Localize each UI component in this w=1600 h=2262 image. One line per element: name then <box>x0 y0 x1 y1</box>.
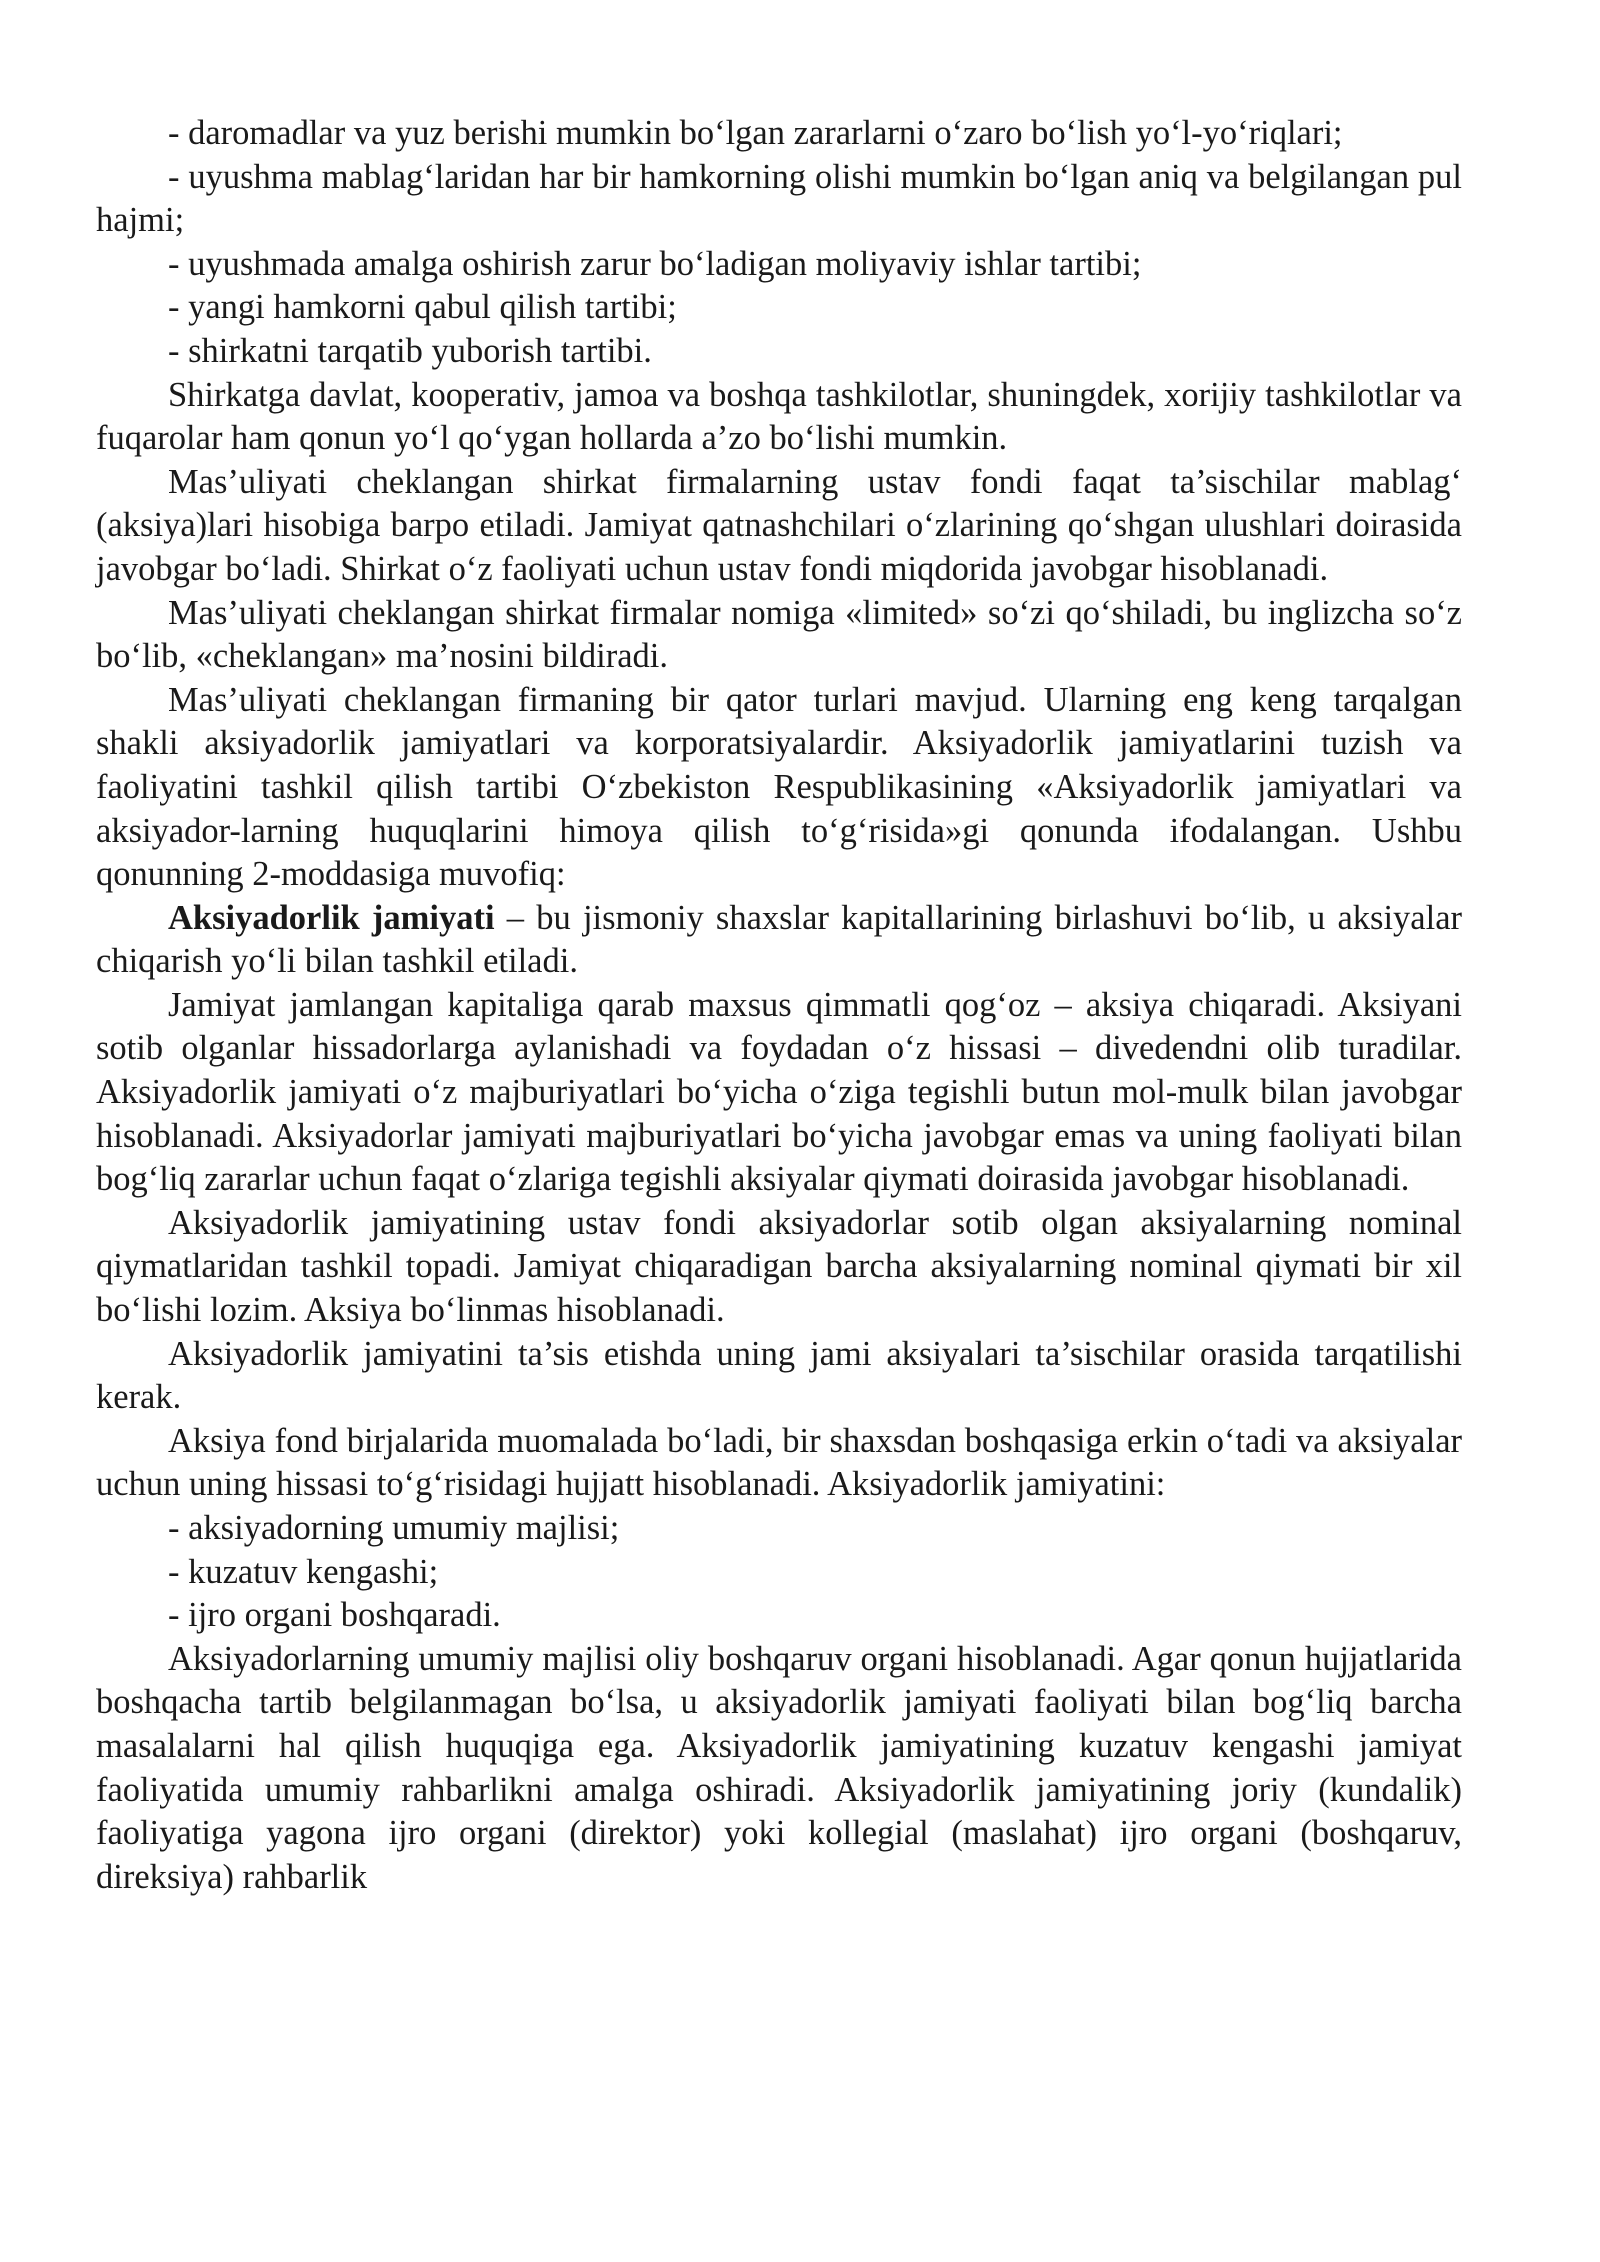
paragraph: Shirkatga davlat, kooperativ, jamoa va boshqa tashkilotlar, shuningdek, xorijiy tashkilotlar va fuqarolar ham qonun yo‘l qo‘ygan hollarda a’zo bo‘lishi mumkin. <box>96 375 1462 458</box>
paragraph: - ijro organi boshqaradi. <box>168 1596 501 1635</box>
paragraph: Aksiyadorlarning umumiy majlisi oliy boshqaruv organi hisoblanadi. Agar qonun hujjatlarida boshqacha tartib belgilanmagan bo‘lsa, u aksiyadorlik jamiyati faoliyati bilan bog‘liq barcha masalalarni hal qilish huquqiga ega. Aksiyadorlik jamiyatining kuzatuv kengashi jamiyat faoliyatida umumiy rahbarlikni amalga oshiradi. Aksiyadorlik jamiyatining joriy (kundalik) faoliyatiga yagona ijro organi (direktor) yoki kollegial (maslahat) ijro organi (boshqaruv, direksiya) rahbarlik <box>96 1639 1462 1896</box>
paragraph: - uyushmada amalga oshirish zarur bo‘ladigan moliyaviy ishlar tartibi; <box>168 244 1142 283</box>
document-page <box>96 112 1462 1899</box>
paragraph: Mas’uliyati cheklangan firmaning bir qator turlari mavjud. Ularning eng keng tarqalgan shakli aksiyadorlik jamiyatlari va korporatsiyalardir. Aksiyadorlik jamiyatlarini tuzish va faoliyatini tashkil qilish tartibi O‘zbekiston Respublikasining «Aksiyadorlik jamiyatlari va aksiyador-larning huquqlarini himoya qilish to‘g‘risida»gi qonunda ifodalangan. Ushbu qonunning 2-moddasiga muvofiq: <box>96 680 1462 894</box>
paragraph: - uyushma mablag‘laridan har bir hamkorning olishi mumkin bo‘lgan aniq va belgilangan pul hajmi; <box>96 157 1462 240</box>
paragraph: - yangi hamkorni qabul qilish tartibi; <box>168 288 677 327</box>
paragraph: - shirkatni tarqatib yuborish tartibi. <box>168 331 652 370</box>
paragraph: - daromadlar va yuz berishi mumkin bo‘lgan zararlarni o‘zaro bo‘lish yo‘l-yo‘riqlari; <box>168 114 1343 152</box>
paragraph: Mas’uliyati cheklangan shirkat firmalar nomiga «limited» so‘zi qo‘shiladi, bu inglizcha so‘z bo‘lib, «cheklangan» ma’nosini bildiradi. <box>96 593 1462 676</box>
paragraph: - aksiyadorning umumiy majlisi; <box>168 1509 620 1547</box>
definition-text: – bu jismoniy shaxslar kapitallarining birlashuvi bo‘lib, u aksiyalar chiqarish yo‘li bilan tashkil etiladi. <box>96 898 1462 981</box>
paragraph: Jamiyat jamlangan kapitaliga qarab maxsus qimmatli qog‘oz – aksiya chiqaradi. Aksiyani sotib olganlar hissadorlarga aylanishadi va foydadan o‘z hissasi – divedendni olib turadilar. Aksiyadorlik jamiyati o‘z majburiyatlari bo‘yicha o‘ziga tegishli butun mol-mulk bilan javobgar hisoblanadi. Aksiyadorlar jamiyati majburiyatlari bo‘yicha javobgar emas va uning faoliyati bilan bog‘liq zararlar uchun faqat o‘zlariga tegishli aksiyalar qiymati doirasida javobgar hisoblanadi. <box>96 985 1462 1199</box>
definition-paragraph <box>96 897 1462 984</box>
paragraph: Aksiyadorlik jamiyatini ta’sis etishda uning jami aksiyalari ta’sischilar orasida tarqatilishi kerak. <box>96 1334 1462 1417</box>
paragraph: - kuzatuv kengashi; <box>168 1552 439 1591</box>
paragraph: Aksiya fond birjalarida muomalada bo‘ladi, bir shaxsdan boshqasiga erkin o‘tadi va aksiyalar uchun uning hissasi to‘g‘risidagi hujjatt hisoblanadi. Aksiyadorlik jamiyatini: <box>96 1421 1462 1504</box>
defined-term: Aksiyadorlik jamiyati <box>168 898 495 937</box>
paragraph: Aksiyadorlik jamiyatining ustav fondi aksiyadorlar sotib olgan aksiyalarning nominal qiymatlaridan tashkil topadi. Jamiyat chiqaradigan barcha aksiyalarning nominal qiymati bir xil bo‘lishi lozim. Aksiya bo‘linmas hisoblanadi. <box>96 1203 1462 1330</box>
paragraph: Mas’uliyati cheklangan shirkat firmalarning ustav fondi faqat ta’sischilar mablag‘ (aksiya)lari hisobiga barpo etiladi. Jamiyat qatnashchilari o‘zlarining qo‘shgan ulushlari doirasida javobgar bo‘ladi. Shirkat o‘z faoliyati uchun ustav fondi miqdorida javobgar hisoblanadi. <box>96 462 1462 588</box>
